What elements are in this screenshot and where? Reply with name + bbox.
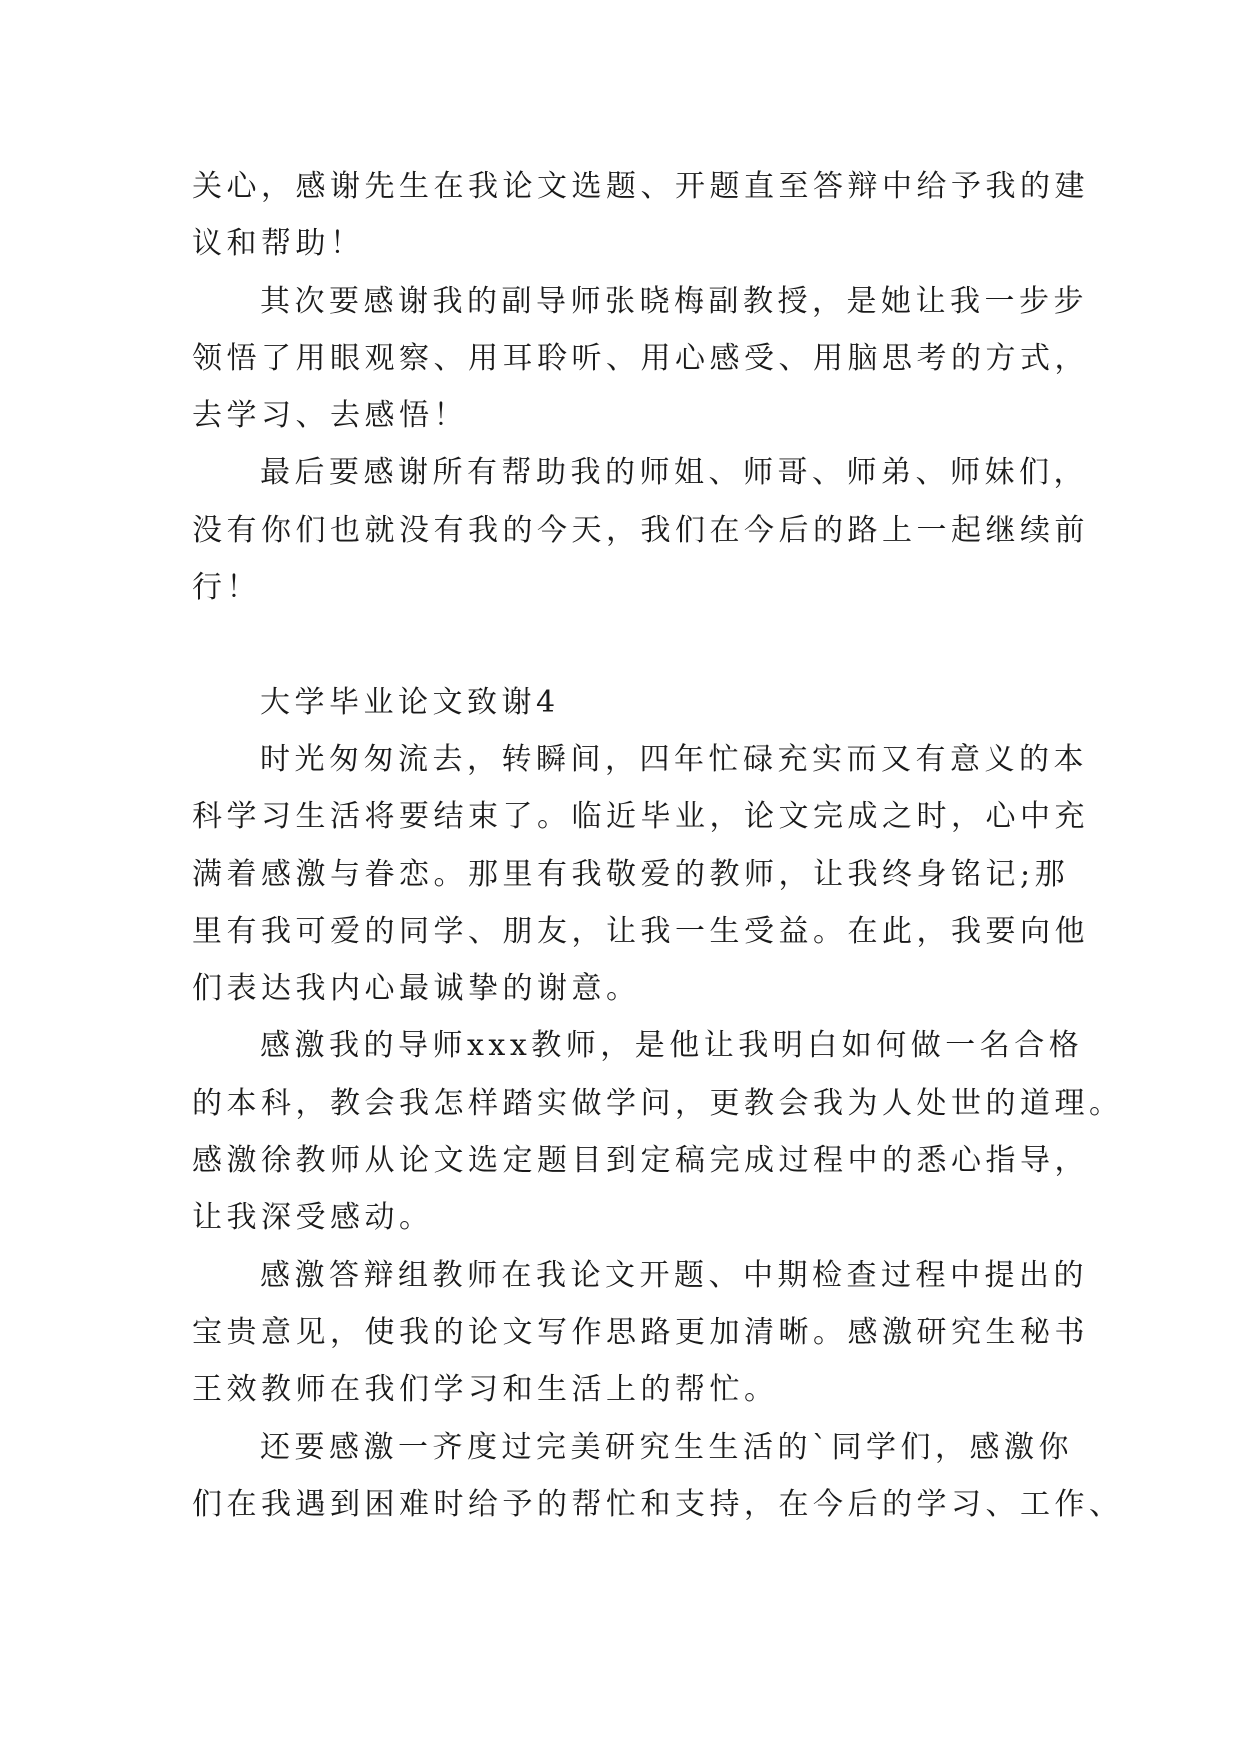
text-line: 们表达我内心最诚挚的谢意。 [192,971,641,1007]
paragraph-start-line: 其次要感谢我的副导师张晓梅副教授，是她让我一步步 [260,283,1088,319]
text-line: 领悟了用眼观察、用耳聆听、用心感受、用脑思考的方式， [192,340,1089,376]
text-line: 们在我遇到困难时给予的帮忙和支持，在今后的学习、工作、 [192,1486,1124,1522]
text-line: 满着感激与眷恋。那里有我敬爱的教师，让我终身铭记;那 [192,856,1070,892]
text-line: 王效教师在我们学习和生活上的帮忙。 [192,1372,779,1408]
text-line: 没有你们也就没有我的今天，我们在今后的路上一起继续前 [192,512,1089,548]
text-line: 关心，感谢先生在我论文选题、开题直至答辩中给予我的建 [192,169,1089,204]
text-line: 感激徐教师从论文选定题目到定稿完成过程中的悉心指导， [192,1143,1089,1179]
text-line: 宝贵意见，使我的论文写作思路更加清晰。感激研究生秘书 [192,1314,1089,1350]
text-line: 的本科，教会我怎样踏实做学问，更教会我为人处世的道理。 [192,1085,1124,1121]
paragraph-start-line: 感激答辩组教师在我论文开题、中期检查过程中提出的 [260,1257,1088,1293]
text-line: 议和帮助！ [192,226,365,262]
paragraph-start-line: 还要感激一齐度过完美研究生生活的`同学们，感激你 [260,1429,1073,1465]
section-heading: 大学毕业论文致谢4 [260,684,560,720]
text-line: 里有我可爱的同学、朋友，让我一生受益。在此，我要向他 [192,913,1089,949]
text-line: 科学习生活将要结束了。临近毕业，论文完成之时，心中充 [192,799,1089,835]
text-line: 行！ [192,570,261,606]
text-line: 去学习、去感悟！ [192,398,468,434]
paragraph-start-line: 感激我的导师xxx教师，是他让我明白如何做一名合格 [260,1028,1084,1064]
paragraph-start-line: 时光匆匆流去，转瞬间，四年忙碌充实而又有意义的本 [260,741,1088,777]
paragraph-start-line: 最后要感谢所有帮助我的师姐、师哥、师弟、师妹们， [260,455,1088,491]
document-body [192,158,1124,1533]
text-line: 让我深受感动。 [192,1200,434,1236]
blank-line [192,616,1058,673]
